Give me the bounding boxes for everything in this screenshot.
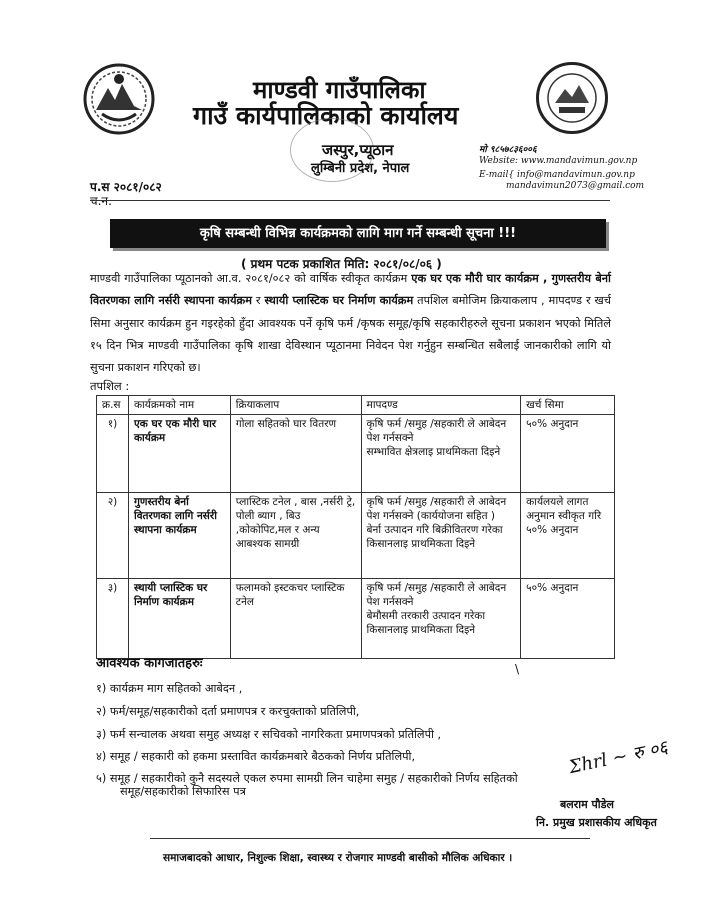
criteria-line: बेमौसमी तरकारी उत्पादन गरेका किसानलाइ प्राथमिकता दिइने [366, 610, 486, 636]
row-criteria [361, 493, 521, 579]
pen-mark: \ [515, 662, 520, 676]
criteria-line: कृषि फर्म /समुह /सहकारी ले आबेदन पेश गर्नसक्ने [366, 418, 507, 444]
signatory-designation: नि. प्रमुख प्रशासकीय अधिकृत [536, 816, 657, 829]
intro-program-names: एक घर एक मौरी घार कार्यक्रम , गुणस्तरीय बेर्ना वितरणका लागि नर्सरी स्थापना कार्यक्रम [90, 272, 611, 308]
row-criteria [361, 579, 521, 659]
nepal-emblem-logo [82, 62, 156, 136]
header-activity: क्रियाकलाप [230, 396, 361, 415]
criteria-line: कृषि फर्म /समुह /सहकारी ले आबेदन पेश गर्नसक्ने (कार्ययोजना सहित ) [366, 496, 507, 522]
municipality-name: माण्डवी गाउँपालिका [253, 76, 426, 104]
row-program: गुणस्तरीय बेर्ना वितरणका लागि नर्सरी स्थापना कार्यक्रम [128, 493, 230, 579]
document-item: १) कार्यक्रम माग सहितको आबेदन , [96, 682, 243, 695]
table-row [97, 493, 615, 579]
footer-slogan: समाजबादको आधार, निशुल्क शिक्षा, स्वास्थ्य र रोजगार माण्डवी बासीको मौलिक अधिकार । [163, 852, 513, 864]
row-program: एक घर एक मौरी घार कार्यक्रम [128, 415, 230, 493]
notice-body [90, 268, 611, 379]
criteria-line: सम्भावित क्षेत्रलाइ प्राथमिकता दिइने [366, 446, 501, 458]
intro-text-and: र [251, 294, 265, 308]
publish-date: ( प्रथम पटक प्रकाशित मिति: २०८१/०८/०६ ) [241, 257, 442, 271]
document-item-continued: समूह/सहकारीको सिफारिस पत्र [120, 785, 246, 798]
row-activity: प्लास्टिक टनेल , बास ,नर्सरी ट्रे, पोली ब्याग , बिउ ,कोकोपिट,मल र अन्य आबश्यक सामग्री [230, 493, 361, 579]
table-row [97, 579, 615, 659]
row-activity: फलामको इस्टकचर प्लास्टिक टनेल [230, 579, 361, 659]
table-header-row [97, 396, 615, 415]
header-criteria: मापदण्ड [361, 396, 521, 415]
document-item: ३) फर्म सन्चालक अथवा समुह अध्यक्ष र सचिवको नागरिकता प्रमाणपत्रको प्रतिलिपी , [96, 728, 442, 741]
website-text: Website: www.mandavimun.gov.np [479, 156, 638, 166]
program-table [96, 395, 615, 659]
email-text: E-mail{ info@mandavimun.gov.np [479, 170, 635, 180]
header-limit: खर्च सिमा [521, 396, 615, 415]
intro-text-rest: तपशिल बमोजिम क्रियाकलाप , मापदण्ड र खर्च सिमा अनुसार कार्यक्रम हुन गइरहेको हुँदा आवश्यक पर्ने कृषि फर्म /कृषक समूह/कृषि सहकारीहरुले सूचना प्रकाशन भएको मितिले १५ दिन भित्र माण्डवी गाउँपालिका कृषि शाखा देविस्थान प्यूठानमा निवेदन पेश गर्नुहुन सम्बन्धित सबैलाई जानकारीको लागि यो सुचना प्रकाशन गरिएको छ। [90, 294, 611, 375]
address-line-1: जस्पुर,प्यूठान [322, 141, 394, 159]
row-sn: २) [97, 493, 129, 579]
row-limit: ५०% अनुदान [521, 415, 615, 493]
letter-number: प.स २०८१/०८२ [90, 180, 162, 194]
row-sn: १) [97, 415, 129, 493]
document-item: ५) समूह / सहकारीको कुनै सदस्यले एकल रुपमा सामग्री लिन चाहेमा समुह / सहकारीको निर्णय सहितको [96, 772, 518, 785]
details-label: तपशिल : [90, 379, 130, 393]
header-divider [90, 200, 610, 201]
document-item: ४) समूह / सहकारी को हकमा प्रस्तावित कार्यक्रमबारे बैठकको निर्णय प्रतिलिपी, [96, 750, 416, 763]
criteria-line: कृषि फर्म /समुह /सहकारी ले आबेदन पेश गर्नसक्ने [366, 582, 507, 608]
row-limit: कार्यलयले लागत अनुमान स्वीकृत गरि ५०% अनुदान [521, 493, 615, 579]
row-program: स्थायी प्लास्टिक घर निर्माण कार्यक्रम [128, 579, 230, 659]
handwritten-signature: Ʃhrl ~ रु ०६ [567, 736, 670, 779]
header-program: कार्यक्रमको नाम [128, 396, 230, 415]
address-line-2: लुम्बिनी प्रदेश, नेपाल [311, 161, 410, 176]
header-sn: क्र.स [97, 396, 129, 415]
municipality-seal-logo [536, 62, 608, 134]
row-criteria [361, 415, 521, 493]
dispatch-number: च.न. [90, 194, 112, 208]
signatory-name: बलराम पौडेल [560, 798, 614, 811]
intro-program-name-3: स्थायी प्लास्टिक घर निर्माण कार्यक्रम [264, 294, 414, 308]
footer-divider [150, 838, 590, 839]
table-row [97, 415, 615, 493]
phone-number: मो ९८५७८३६००६ [479, 145, 537, 155]
intro-text: माण्डवी गाउँपालिका प्यूठानको आ.व. २०८१/०८२ को वार्षिक स्वीकृत कार्यक्रम [90, 272, 412, 285]
email-text-2: mandavimun2073@gmail.com [506, 181, 645, 191]
criteria-line: बेर्ना उत्पादन गरि बिक्रीवितरण गरेका किसानलाइ प्राथमिकता दिइने [366, 524, 503, 550]
row-limit: ५०% अनुदान [521, 579, 615, 659]
document-item: २) फर्म/समूह/सहकारीको दर्ता प्रमाणपत्र र करचुक्ताको प्रतिलिपी, [96, 705, 360, 718]
office-name: गाउँ कार्यपालिकाको कार्यालय [193, 101, 459, 130]
documents-title: आवश्यक कागजातहरुः [96, 656, 203, 671]
row-activity: गोला सहितको घार वितरण [230, 415, 361, 493]
row-sn: ३) [97, 579, 129, 659]
notice-banner: कृषि सम्बन्धी विभिन्न कार्यक्रमको लागि माग गर्ने सम्बन्धी सूचना !!! [110, 219, 606, 248]
